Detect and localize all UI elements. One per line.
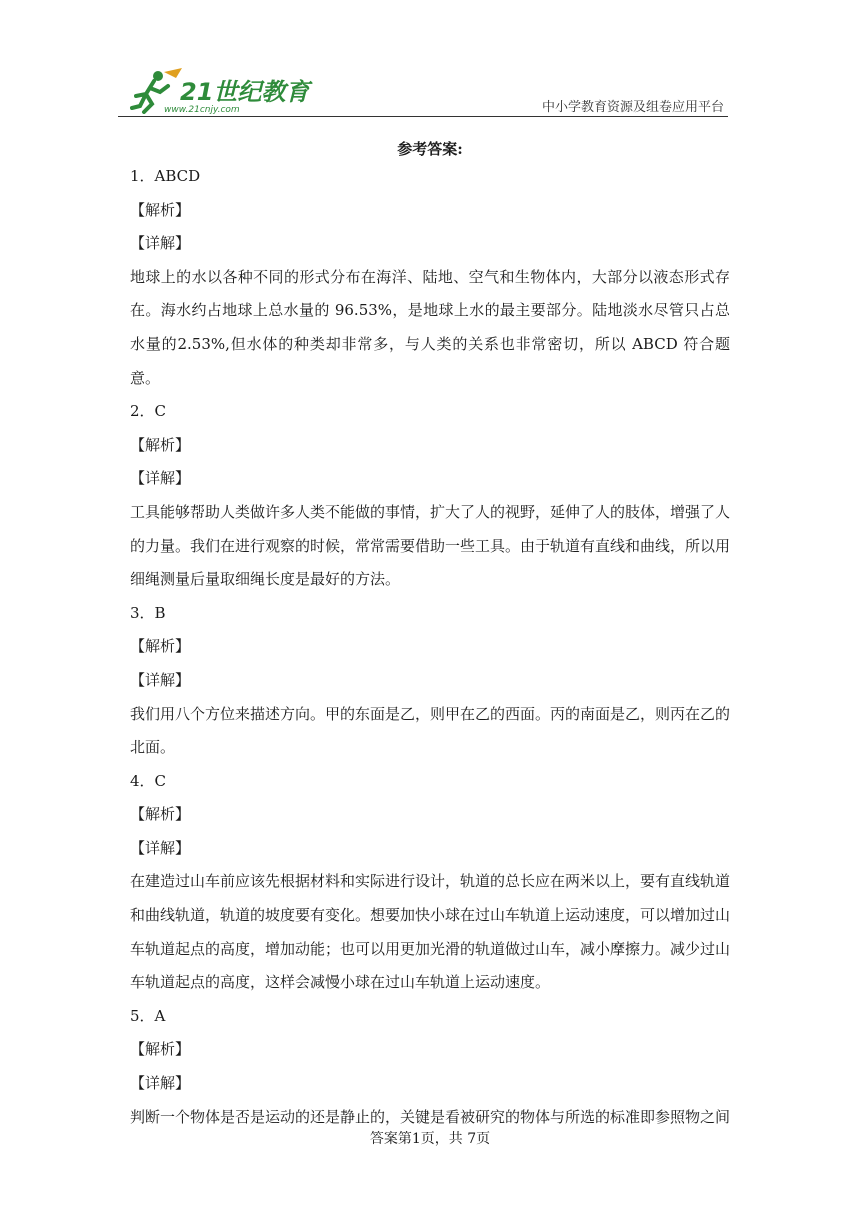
page-title: 参考答案: xyxy=(397,140,463,158)
answer-item xyxy=(130,160,730,395)
logo-url: www.21cnjy.com xyxy=(164,105,240,114)
platform-name: 中小学教育资源及组卷应用平台 xyxy=(541,100,724,115)
detail-text: 判断一个物体是否是运动的还是静止的，关键是看被研究的物体与所选的标准即参照物之间 xyxy=(130,1107,731,1126)
analysis-label: 【解析】 xyxy=(130,435,191,454)
logo-21cnjy xyxy=(124,66,314,114)
answer-item xyxy=(130,765,730,1000)
analysis-label: 【解析】 xyxy=(130,200,191,219)
analysis-label: 【解析】 xyxy=(130,805,191,824)
answer-number: 5．A xyxy=(130,1006,166,1025)
detail-label: 【详解】 xyxy=(130,234,191,253)
answer-item xyxy=(130,395,730,597)
answer-number: 1．ABCD xyxy=(130,167,201,185)
page-header xyxy=(118,66,728,117)
detail-text: 地球上的水以各种不同的形式分布在海洋、陆地、空气和生物体内，大部分以液态形式存在。海水约占地球上总水量的 96.53%，是地球上水的最主要部分。陆地淡水尽管只占总水量的2.53%,但水体的种类却非常多，与人类的关系也非常密切，所以 ABCD 符合题意。 xyxy=(130,267,730,387)
answer-number: 3．B xyxy=(130,603,166,622)
detail-label: 【详解】 xyxy=(130,838,191,857)
detail-label: 【详解】 xyxy=(130,1074,191,1093)
detail-text: 工具能够帮助人类做许多人类不能做的事情，扩大了人的视野，延伸了人的肢体，增强了人的力量。我们在进行观察的时候，常常需要借助一些工具。由于轨道有直线和曲线，所以用细绳测量后量取细绳长度是最好的方法。 xyxy=(130,502,731,589)
detail-label: 【详解】 xyxy=(130,670,191,689)
page-footer: 答案第1页，共 7页 xyxy=(369,1131,491,1147)
analysis-label: 【解析】 xyxy=(130,637,191,656)
detail-text: 在建造过山车前应该先根据材料和实际进行设计，轨道的总长应在两米以上，要有直线轨道和曲线轨道，轨道的坡度要有变化。想要加快小球在过山车轨道上运动速度，可以增加过山车轨道起点的高度，增加动能；也可以用更加光滑的轨道做过山车，减小摩擦力。减少过山车轨道起点的高度，这样会减慢小球在过山车轨道上运动速度。 xyxy=(130,872,731,992)
detail-label: 【详解】 xyxy=(130,469,191,488)
detail-text: 我们用八个方位来描述方向。甲的东面是乙，则甲在乙的西面。丙的南面是乙，则丙在乙的北面。 xyxy=(130,704,731,757)
answer-item xyxy=(130,1000,730,1134)
answer-item xyxy=(130,597,730,765)
answer-number: 4．C xyxy=(130,771,167,790)
answer-list xyxy=(130,160,730,1134)
answer-number: 2．C xyxy=(130,402,167,421)
logo-text: 21世纪教育 xyxy=(180,78,310,106)
analysis-label: 【解析】 xyxy=(130,1040,191,1059)
